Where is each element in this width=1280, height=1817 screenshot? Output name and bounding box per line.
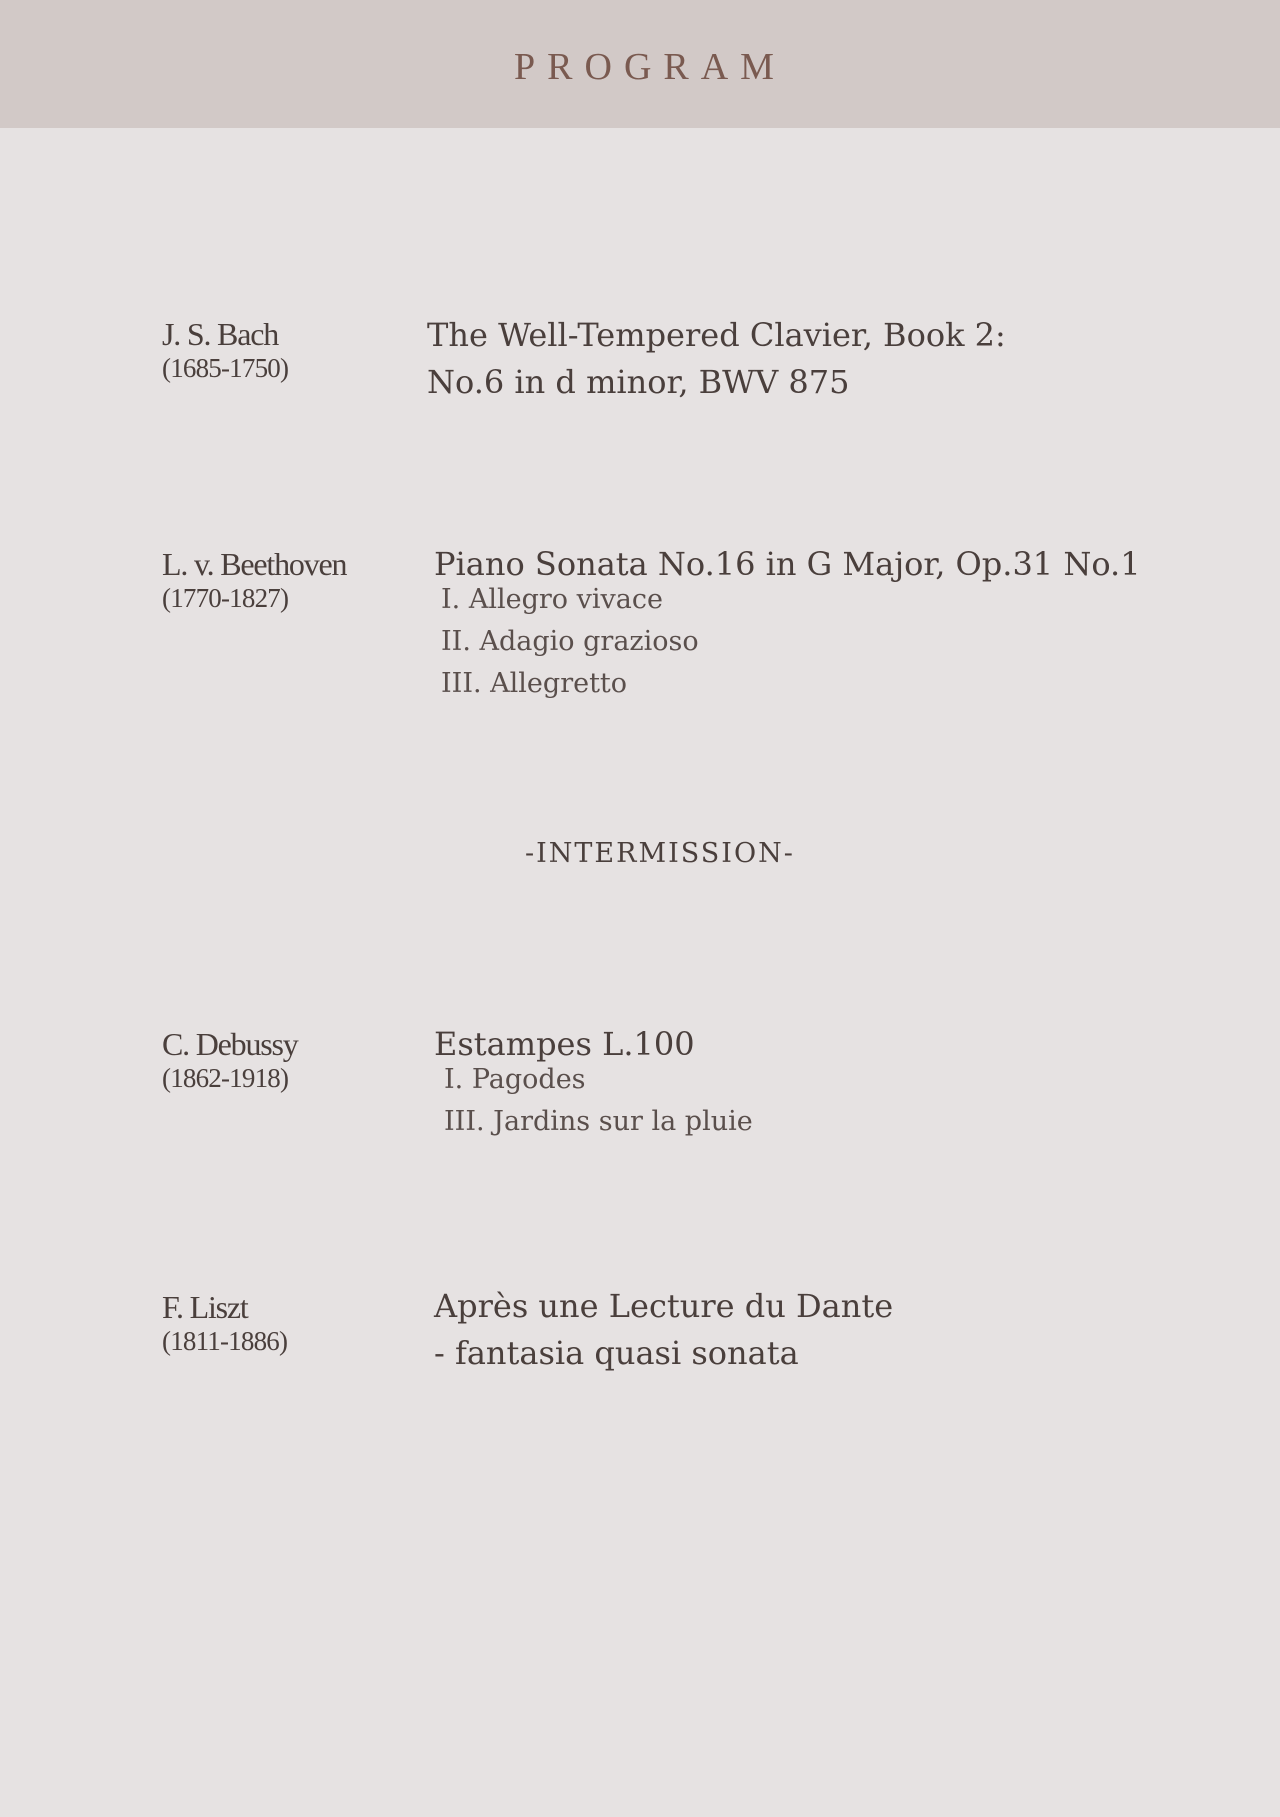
work-debussy (434, 1021, 753, 1143)
composer-bach (162, 316, 288, 384)
work-title-line: No.6 in d minor, BWV 875 (427, 363, 850, 401)
movement-item: I. Allegro vivace (441, 584, 663, 615)
movement-item: II. Adagio grazioso (441, 626, 699, 657)
work-title-line: Estampes L.100 (434, 1025, 695, 1063)
header-bar (0, 0, 1280, 128)
composer-beethoven (162, 546, 346, 614)
composer-name: L. v. Beethoven (162, 546, 347, 582)
work-title-line: - fantasia quasi sonata (434, 1334, 799, 1372)
page-title: PROGRAM (514, 46, 786, 88)
work-title-line: Piano Sonata No.16 in G Major, Op.31 No.1 (434, 545, 1141, 583)
composer-dates: (1811-1886) (162, 1326, 288, 1356)
work-title (434, 1283, 893, 1377)
composer-name: J. S. Bach (162, 316, 279, 352)
movement-item: III. Jardins sur la pluie (444, 1106, 753, 1137)
work-title-line: The Well-Tempered Clavier, Book 2: (427, 316, 1006, 354)
work-title (427, 312, 1006, 406)
intermission-label: -INTERMISSION- (525, 838, 795, 869)
work-bach (427, 312, 1006, 406)
work-title-line: Après une Lecture du Dante (434, 1287, 894, 1325)
composer-name: F. Liszt (162, 1289, 248, 1325)
composer-liszt (162, 1289, 287, 1357)
composer-name: C. Debussy (162, 1026, 298, 1062)
movement-item: I. Pagodes (444, 1064, 586, 1095)
composer-dates: (1862-1918) (162, 1063, 289, 1093)
work-liszt (434, 1283, 893, 1377)
composer-debussy (162, 1026, 298, 1094)
work-beethoven (434, 541, 1141, 705)
composer-dates: (1685-1750) (162, 353, 289, 383)
movement-item: III. Allegretto (441, 668, 628, 699)
composer-dates: (1770-1827) (162, 583, 289, 613)
